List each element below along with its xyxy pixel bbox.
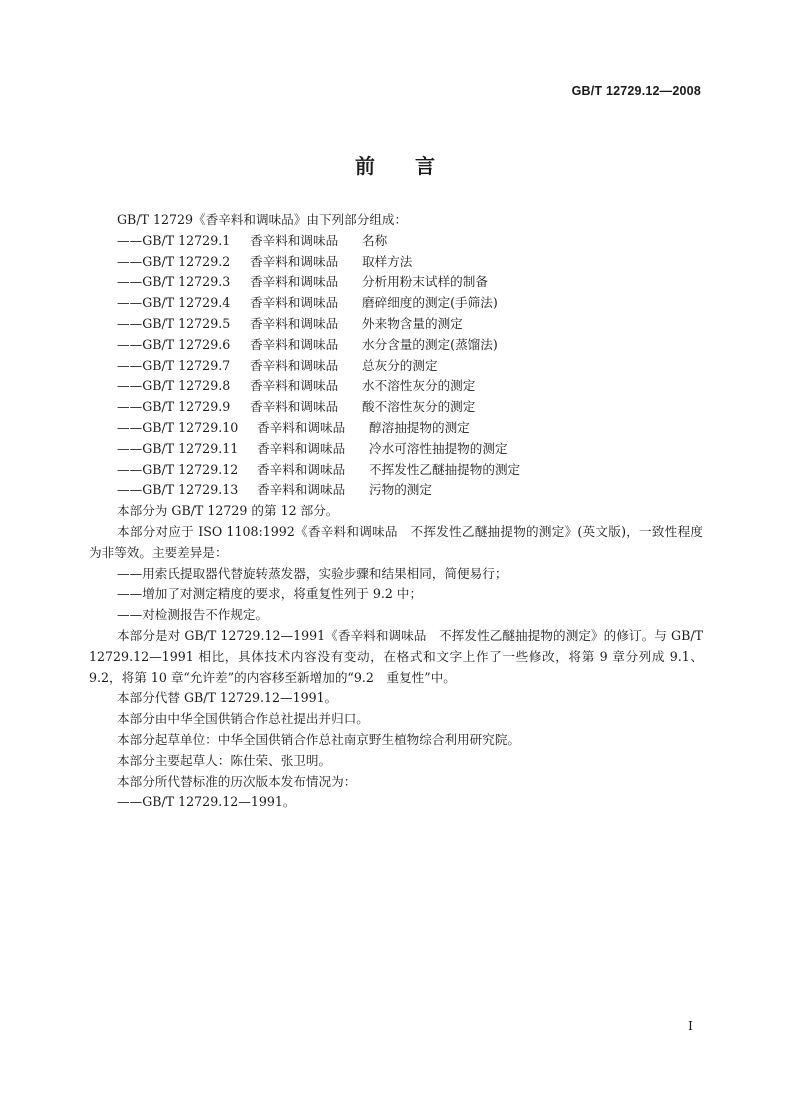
part-product: 香辛料和调味品: [257, 440, 346, 456]
revision-paragraph: 本部分是对 GB/T 12729.12—1991《香辛料和调味品 不挥发性乙醚抽提物的测定》的修订。与 GB/T 12729.12—1991 相比，具体技术内容没有变动，在格式和文字上作了一些修改，将第 9 章分列成 9.1、9.2，将第 10 章“允许差”的内容移至新增加的“9.2 重复性”中。: [89, 627, 703, 685]
part-of-paragraph: 本部分为 GB/T 12729 的第 12 部分。: [117, 503, 339, 519]
part-code: ——GB/T 12729.9: [117, 399, 231, 415]
page-number: I: [688, 1018, 693, 1033]
part-product: 香辛料和调味品: [250, 274, 339, 290]
drafters-paragraph: 本部分主要起草人：陈仕荣、张卫明。: [117, 752, 332, 768]
part-name: 磨碎细度的测定(手筛法): [362, 295, 498, 311]
part-item: [89, 480, 703, 501]
part-code: ——GB/T 12729.8: [117, 378, 231, 394]
part-product: 香辛料和调味品: [257, 419, 346, 435]
differences-list: [89, 564, 703, 626]
part-product: 香辛料和调味品: [250, 315, 339, 331]
part-product: 香辛料和调味品: [250, 399, 339, 415]
difference-item: ——增加了对测定精度的要求，将重复性列于 9.2 中；: [117, 586, 423, 602]
part-code: ——GB/T 12729.7: [117, 357, 231, 373]
part-name: 冷水可溶性抽提物的测定: [369, 440, 508, 456]
part-code: ——GB/T 12729.1: [117, 232, 231, 248]
replaces-paragraph: 本部分代替 GB/T 12729.12—1991。: [117, 690, 338, 706]
part-name: 水不溶性灰分的测定: [362, 378, 476, 394]
part-name: 水分含量的测定(蒸馏法): [362, 336, 498, 352]
part-item: [89, 252, 703, 273]
page-title: [0, 150, 792, 179]
part-code: ——GB/T 12729.5: [117, 315, 231, 331]
part-item: [89, 397, 703, 418]
difference-item: ——对检测报告不作规定。: [117, 607, 269, 623]
part-item: [89, 293, 703, 314]
part-code: ——GB/T 12729.12: [117, 461, 239, 477]
part-product: 香辛料和调味品: [250, 336, 339, 352]
difference-item: ——用索氏提取器代替旋转蒸发器，实验步骤和结果相同，简便易行；: [117, 565, 508, 581]
part-product: 香辛料和调味品: [250, 253, 339, 269]
history-item: ——GB/T 12729.12—1991。: [117, 794, 296, 810]
parts-list: [89, 231, 703, 501]
part-item: [89, 439, 703, 460]
standard-code: GB/T 12729.12—2008: [571, 84, 701, 98]
iso-correspondence-paragraph: 本部分对应于 ISO 1108:1992《香辛料和调味品 不挥发性乙醚抽提物的测定》(英文版)，一致性程度为非等效。主要差异是：: [89, 523, 703, 560]
part-product: 香辛料和调味品: [257, 482, 346, 498]
part-name: 污物的测定: [369, 482, 432, 498]
part-item: [89, 356, 703, 377]
part-name: 酸不溶性灰分的测定: [362, 399, 476, 415]
part-name: 醇溶抽提物的测定: [369, 419, 470, 435]
drafting-unit-paragraph: 本部分起草单位：中华全国供销合作总社南京野生植物综合利用研究院。: [117, 731, 520, 747]
title-char-2: 言: [415, 154, 437, 178]
part-code: ——GB/T 12729.10: [117, 419, 239, 435]
part-code: ——GB/T 12729.13: [117, 482, 239, 498]
part-name: 总灰分的测定: [362, 357, 438, 373]
part-name: 取样方法: [362, 253, 413, 269]
part-product: 香辛料和调味品: [250, 357, 339, 373]
part-name: 名称: [362, 232, 388, 248]
part-item: [89, 418, 703, 439]
part-name: 分析用粉末试样的制备: [362, 274, 488, 290]
part-product: 香辛料和调味品: [257, 461, 346, 477]
title-char-1: 前: [355, 154, 377, 178]
part-code: ——GB/T 12729.2: [117, 253, 231, 269]
part-item: [89, 376, 703, 397]
part-name: 不挥发性乙醚抽提物的测定: [369, 461, 521, 477]
part-item: [89, 231, 703, 252]
foreword-body: [89, 210, 703, 813]
history-paragraph: 本部分所代替标准的历次版本发布情况为：: [117, 773, 357, 789]
intro-paragraph: GB/T 12729《香辛料和调味品》由下列部分组成：: [117, 212, 408, 227]
part-item: [89, 335, 703, 356]
part-product: 香辛料和调味品: [250, 295, 339, 311]
part-product: 香辛料和调味品: [250, 378, 339, 394]
part-code: ——GB/T 12729.4: [117, 295, 231, 311]
part-item: [89, 460, 703, 481]
part-code: ——GB/T 12729.11: [117, 440, 239, 456]
part-item: [89, 314, 703, 335]
proposed-by-paragraph: 本部分由中华全国供销合作总社提出并归口。: [117, 711, 369, 727]
part-code: ——GB/T 12729.6: [117, 336, 231, 352]
part-name: 外来物含量的测定: [362, 315, 463, 331]
part-code: ——GB/T 12729.3: [117, 274, 231, 290]
part-item: [89, 272, 703, 293]
part-product: 香辛料和调味品: [250, 232, 339, 248]
